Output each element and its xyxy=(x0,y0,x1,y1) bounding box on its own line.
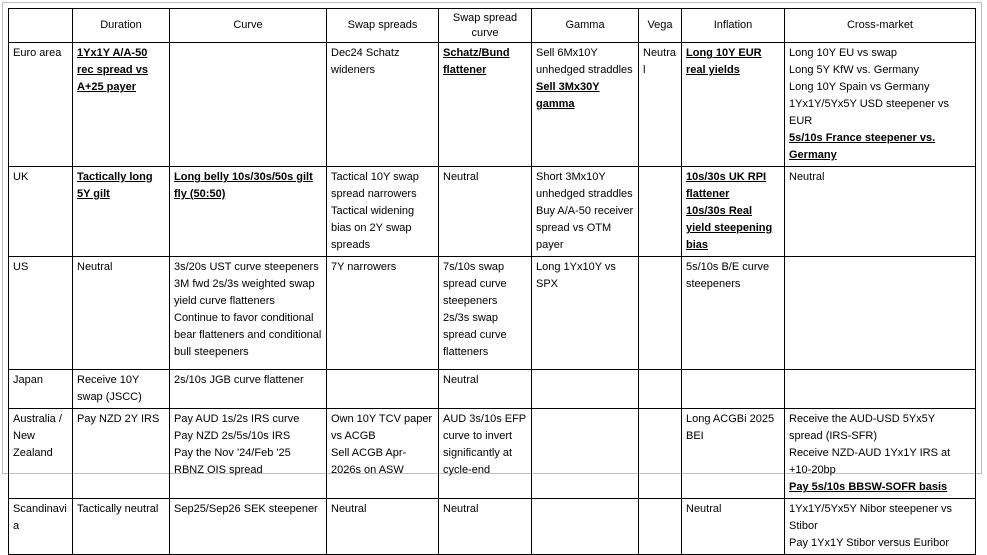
position-cell xyxy=(532,499,639,555)
position-text: Neutral xyxy=(443,171,479,183)
table-row xyxy=(9,409,976,499)
page-frame xyxy=(2,2,982,549)
position-text: Neutral xyxy=(331,503,367,515)
position-cell xyxy=(639,43,682,167)
position-text: 1Yx1Y/5Yx5Y USD steepener vs EUR xyxy=(789,98,949,127)
position-text: Neutral xyxy=(643,47,677,76)
emphasized-position-text: Schatz/Bund flattener xyxy=(443,47,510,76)
emphasized-position-text: Long 10Y EUR real yields xyxy=(686,47,762,76)
position-text: Own 10Y TCV paper vs ACGB xyxy=(331,413,433,442)
position-cell xyxy=(327,167,439,257)
position-cell xyxy=(327,257,439,370)
position-cell xyxy=(639,370,682,409)
position-text: Pay NZD 2Y IRS xyxy=(77,413,160,425)
table-row xyxy=(9,370,976,409)
table-row xyxy=(9,257,976,370)
position-text: Pay NZD 2s/5s/10s IRS xyxy=(174,430,291,442)
position-cell xyxy=(532,43,639,167)
column-header-3: Swap spreads xyxy=(327,9,439,43)
emphasized-position-text: 5s/10s France steepener vs. Germany xyxy=(789,132,936,161)
position-cell xyxy=(327,370,439,409)
position-cell xyxy=(639,409,682,499)
emphasized-position-text: Tactically long 5Y gilt xyxy=(77,171,153,200)
position-text: Receive the AUD-USD 5Yx5Y spread (IRS-SFR) xyxy=(789,413,935,442)
position-cell xyxy=(785,409,976,499)
position-cell xyxy=(439,370,532,409)
position-cell xyxy=(439,409,532,499)
position-cell xyxy=(682,167,785,257)
position-cell xyxy=(785,43,976,167)
position-cell xyxy=(682,499,785,555)
position-text: Sep25/Sep26 SEK steepener xyxy=(174,503,318,515)
emphasized-position-text: Sell 3Mx30Y gamma xyxy=(536,81,600,110)
position-text: Buy A/A-50 receiver spread vs OTM payer xyxy=(536,205,634,251)
position-cell xyxy=(439,499,532,555)
position-cell xyxy=(532,257,639,370)
table-row xyxy=(9,167,976,257)
position-text: AUD 3s/10s EFP curve to invert significantly at cycle-end xyxy=(443,413,526,476)
emphasized-position-text: 1Yx1Y A/A-50 rec spread vs A+25 payer xyxy=(77,47,148,93)
position-cell xyxy=(439,257,532,370)
position-text: 3s/20s UST curve steepeners xyxy=(174,261,319,273)
header-row xyxy=(9,9,976,43)
region-label: Japan xyxy=(9,370,73,409)
emphasized-position-text: 10s/30s Real yield steepening bias xyxy=(686,205,773,251)
position-text: Long 10Y EU vs swap xyxy=(789,47,898,59)
position-text: Neutral xyxy=(686,503,722,515)
region-label: UK xyxy=(9,167,73,257)
position-text: Neutral xyxy=(789,171,825,183)
column-header-8: Cross-market xyxy=(785,9,976,43)
position-text: Tactical widening bias on 2Y swap spreads xyxy=(331,205,415,251)
position-cell xyxy=(327,43,439,167)
position-cell xyxy=(682,257,785,370)
position-cell xyxy=(170,257,327,370)
position-text: Sell ACGB Apr-2026s on ASW xyxy=(331,447,407,476)
position-text: 5s/10s B/E curve steepeners xyxy=(686,261,770,290)
position-text: Long ACGBi 2025 BEI xyxy=(686,413,775,442)
position-cell xyxy=(439,167,532,257)
position-cell xyxy=(785,167,976,257)
position-text: Neutral xyxy=(443,374,479,386)
position-cell xyxy=(73,167,170,257)
position-text: Long 1Yx10Y vs SPX xyxy=(536,261,616,290)
table-body xyxy=(9,43,976,555)
column-header-7: Inflation xyxy=(682,9,785,43)
position-text: 7s/10s swap spread curve steepeners xyxy=(443,261,507,307)
position-text: Receive NZD-AUD 1Yx1Y IRS at +10-20bp xyxy=(789,447,951,476)
region-label: Scandinavia xyxy=(9,499,73,555)
position-cell xyxy=(682,43,785,167)
region-label: US xyxy=(9,257,73,370)
position-cell xyxy=(532,409,639,499)
table-row xyxy=(9,499,976,555)
position-cell xyxy=(73,499,170,555)
position-text: Neutral xyxy=(77,261,113,273)
position-cell xyxy=(639,257,682,370)
position-cell xyxy=(73,409,170,499)
position-text: Long 5Y KfW vs. Germany xyxy=(789,64,920,76)
region-label: Australia / New Zealand xyxy=(9,409,73,499)
position-cell xyxy=(682,409,785,499)
position-text: Dec24 Schatz wideners xyxy=(331,47,400,76)
column-header-2: Curve xyxy=(170,9,327,43)
column-header-1: Duration xyxy=(73,9,170,43)
position-cell xyxy=(682,370,785,409)
position-text: Pay 1Yx1Y Stibor versus Euribor xyxy=(789,537,949,549)
position-text: Tactically neutral xyxy=(77,503,159,515)
emphasized-position-text: 10s/30s UK RPI flattener xyxy=(686,171,767,200)
position-cell xyxy=(170,409,327,499)
position-cell xyxy=(170,167,327,257)
position-cell xyxy=(532,370,639,409)
position-text: 7Y narrowers xyxy=(331,261,397,273)
position-text: Continue to favor conditional bear flatteners and conditional bull steepeners xyxy=(174,312,322,358)
column-header-4: Swap spread curve xyxy=(439,9,532,43)
position-cell xyxy=(785,257,976,370)
position-cell xyxy=(327,409,439,499)
position-cell xyxy=(639,167,682,257)
position-cell xyxy=(532,167,639,257)
region-label: Euro area xyxy=(9,43,73,167)
position-cell xyxy=(73,370,170,409)
position-cell xyxy=(639,499,682,555)
position-text: 2s/10s JGB curve flattener xyxy=(174,374,304,386)
position-text: Neutral xyxy=(443,503,479,515)
position-text: 3M fwd 2s/3s weighted swap yield curve flatteners xyxy=(174,278,315,307)
position-text: Long 10Y Spain vs Germany xyxy=(789,81,930,93)
position-text: 2s/3s swap spread curve flatteners xyxy=(443,312,507,358)
position-text: Receive 10Y swap (JSCC) xyxy=(77,374,142,403)
position-cell xyxy=(439,43,532,167)
position-cell xyxy=(73,43,170,167)
position-cell xyxy=(785,370,976,409)
position-text: Sell 6Mx10Y unhedged straddles xyxy=(536,47,633,76)
position-cell xyxy=(785,499,976,555)
position-cell xyxy=(170,370,327,409)
position-text: Tactical 10Y swap spread narrowers xyxy=(331,171,419,200)
position-text: Pay the Nov '24/Feb '25 RBNZ OIS spread xyxy=(174,447,291,476)
emphasized-position-text: Long belly 10s/30s/50s gilt fly (50:50) xyxy=(174,171,313,200)
table-row xyxy=(9,43,976,167)
column-header-0 xyxy=(9,9,73,43)
emphasized-position-text: Pay 5s/10s BBSW-SOFR basis xyxy=(789,481,948,493)
position-cell xyxy=(170,499,327,555)
position-text: 1Yx1Y/5Yx5Y Nibor steepener vs Stibor xyxy=(789,503,953,532)
trade-recommendations-table xyxy=(8,8,976,555)
position-text: Pay AUD 1s/2s IRS curve xyxy=(174,413,300,425)
position-cell xyxy=(170,43,327,167)
position-text: Short 3Mx10Y unhedged straddles xyxy=(536,171,633,200)
position-cell xyxy=(327,499,439,555)
position-cell xyxy=(73,257,170,370)
column-header-6: Vega xyxy=(639,9,682,43)
column-header-5: Gamma xyxy=(532,9,639,43)
